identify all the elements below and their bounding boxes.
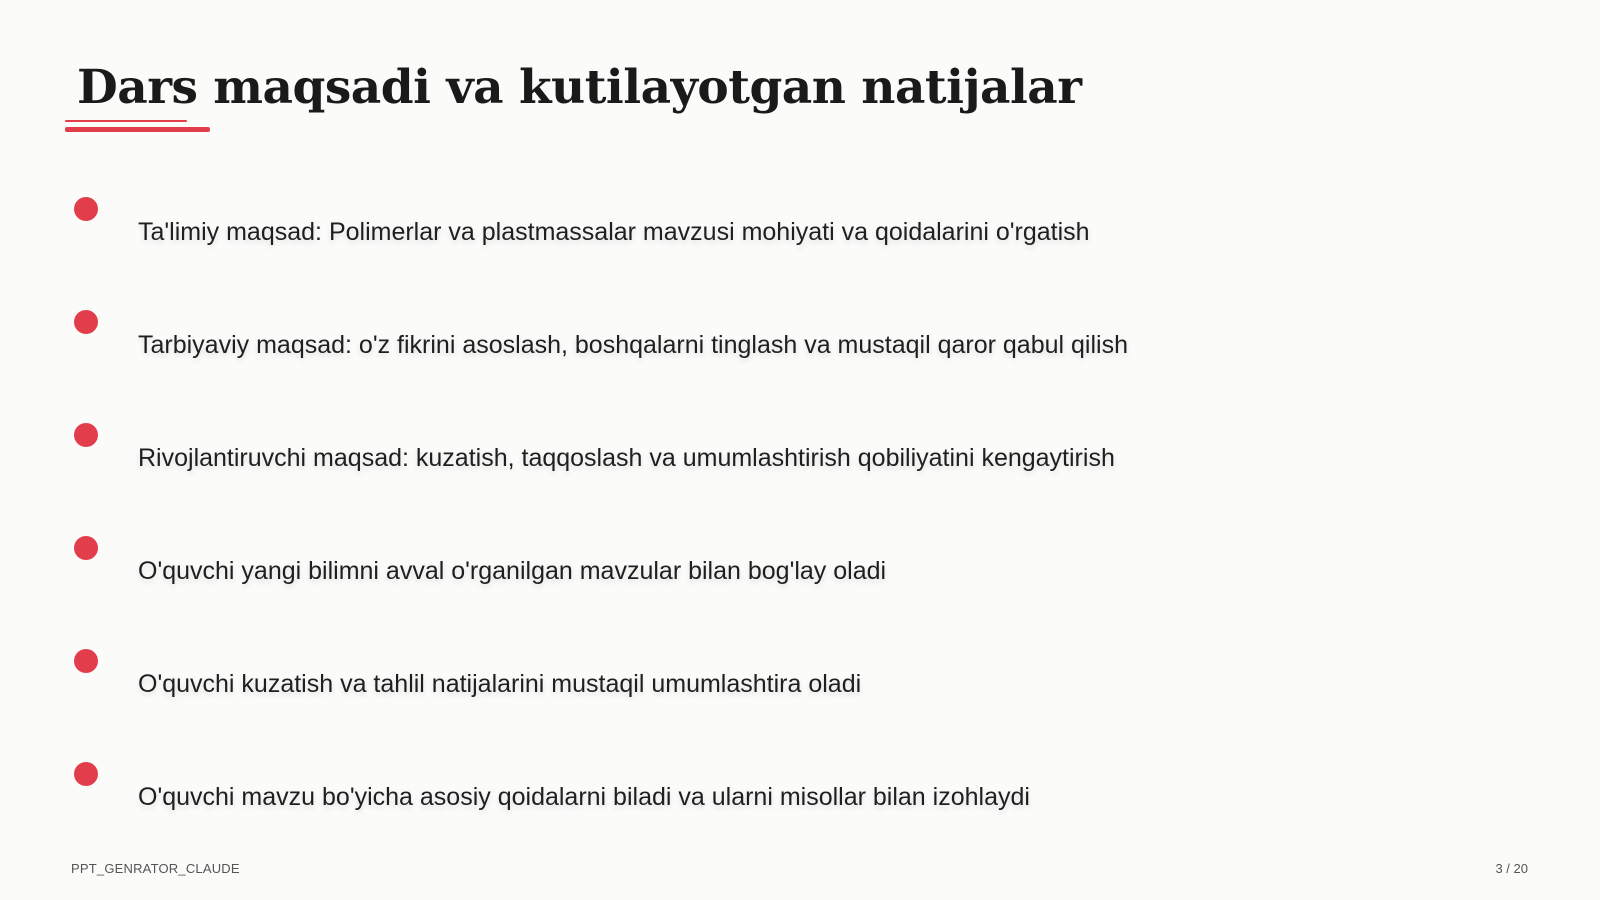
list-item xyxy=(0,762,1600,822)
list-item xyxy=(0,310,1600,370)
title-underline-thick xyxy=(65,127,210,132)
bullet-text: O'quvchi kuzatish va tahlil natijalarini mustaqil umumlashtira oladi xyxy=(138,670,862,698)
bullet-dot-icon xyxy=(74,310,98,334)
list-item xyxy=(0,423,1600,483)
page-indicator: 3 / 20 xyxy=(1495,861,1528,876)
list-item xyxy=(0,649,1600,709)
bullet-text: Tarbiyaviy maqsad: o'z fikrini asoslash, boshqalarni tinglash va mustaqil qaror qabul qilish xyxy=(138,331,1128,359)
list-item xyxy=(0,536,1600,596)
list-item xyxy=(0,197,1600,257)
bullet-text: Ta'limiy maqsad: Polimerlar va plastmassalar mavzusi mohiyati va qoidalarini o'rgatish xyxy=(138,218,1090,246)
bullet-text: Rivojlantiruvchi maqsad: kuzatish, taqqoslash va umumlashtirish qobiliyatini kengaytirish xyxy=(138,444,1115,472)
bullet-dot-icon xyxy=(74,197,98,221)
footer-brand: PPT_GENRATOR_CLAUDE xyxy=(71,861,240,876)
slide-title: Dars maqsadi va kutilayotgan natijalar xyxy=(77,60,1082,115)
bullet-dot-icon xyxy=(74,762,98,786)
bullet-text: O'quvchi mavzu bo'yicha asosiy qoidalarni biladi va ularni misollar bilan izohlaydi xyxy=(138,783,1030,811)
bullet-dot-icon xyxy=(74,423,98,447)
title-underline-thin xyxy=(65,120,187,122)
bullet-text: O'quvchi yangi bilimni avval o'rganilgan mavzular bilan bog'lay oladi xyxy=(138,557,887,585)
bullet-dot-icon xyxy=(74,536,98,560)
bullet-dot-icon xyxy=(74,649,98,673)
